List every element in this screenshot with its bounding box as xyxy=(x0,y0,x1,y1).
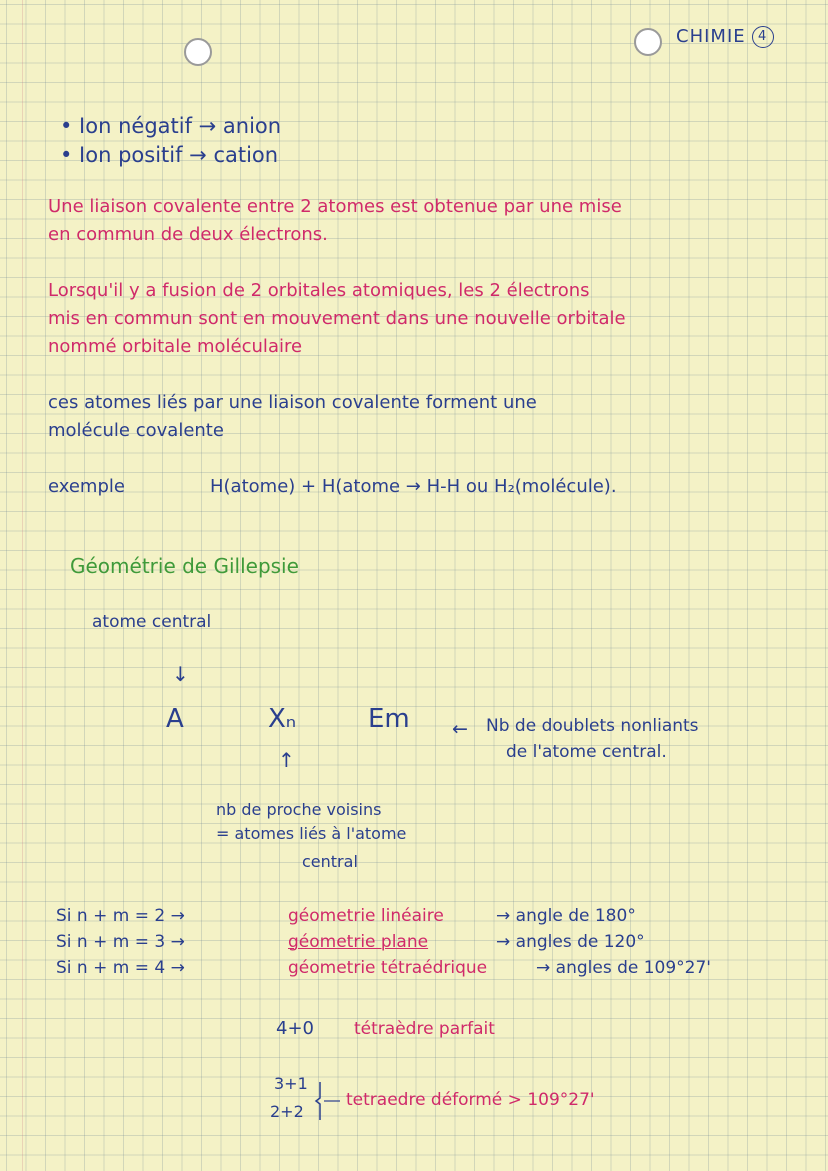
margin-line xyxy=(22,0,23,1171)
up-arrow-icon: ↑ xyxy=(278,748,295,772)
neighbors-note-line-2: = atomes liés à l'atome xyxy=(216,824,407,843)
rule-3-condition: Si n + m = 3 → xyxy=(56,932,185,952)
molecule-line-2: molécule covalente xyxy=(48,420,224,441)
example-text: H(atome) + H(atome → H-H ou H₂(molécule). xyxy=(210,476,617,497)
tetra-deformed-label: tetraedre déformé > 109°27' xyxy=(346,1090,595,1110)
page-number: 4 xyxy=(752,26,774,48)
em-note-line-1: Nb de doublets nonliants xyxy=(486,716,699,736)
gillespie-title: Géométrie de Gillepsie xyxy=(70,554,299,578)
fusion-line-3: nommé orbitale moléculaire xyxy=(48,336,303,357)
rule-2-condition: Si n + m = 2 → xyxy=(56,906,185,926)
rule-3-angle: → angles de 120° xyxy=(496,932,645,952)
down-arrow-icon: ↓ xyxy=(172,662,189,686)
fusion-line-1: Lorsqu'il y a fusion de 2 orbitales atomiques, les 2 électrons xyxy=(48,280,590,301)
neighbors-note-line-1: nb de proche voisins xyxy=(216,800,382,819)
binder-hole-left xyxy=(184,38,212,66)
rule-2-angle: → angle de 180° xyxy=(496,906,636,926)
example-label: exemple xyxy=(48,476,125,497)
page-header xyxy=(676,26,774,48)
tetra-deformed-case-1: 3+1 xyxy=(274,1074,308,1093)
tetra-perfect-label: tétraèdre parfait xyxy=(354,1019,495,1039)
subject-title: CHIMIE xyxy=(676,26,746,47)
tetra-deformed-case-2: 2+2 xyxy=(270,1102,304,1121)
covalent-def-line-1: Une liaison covalente entre 2 atomes est obtenue par une mise xyxy=(48,196,622,217)
em-note-line-2: de l'atome central. xyxy=(506,742,667,762)
formula-em: Em xyxy=(368,704,410,734)
ion-negative-line: • Ion négatif → anion xyxy=(60,114,282,138)
rule-4-angle: → angles de 109°27' xyxy=(536,958,711,978)
rule-2-geometry: géometrie linéaire xyxy=(288,906,444,926)
rule-3-geometry: géometrie plane xyxy=(288,932,429,952)
brace-icon xyxy=(314,1078,344,1124)
covalent-def-line-2: en commun de deux électrons. xyxy=(48,224,328,245)
rule-4-geometry: géometrie tétraédrique xyxy=(288,958,488,978)
tetra-perfect-case: 4+0 xyxy=(276,1018,314,1039)
formula-a: A xyxy=(166,704,184,734)
ion-positive-line: • Ion positif → cation xyxy=(60,143,279,167)
formula-xn: Xₙ xyxy=(268,704,297,734)
central-atom-label: atome central xyxy=(92,612,212,632)
molecule-line-1: ces atomes liés par une liaison covalente forment une xyxy=(48,392,537,413)
neighbors-note-line-3: central xyxy=(302,852,358,871)
rule-4-condition: Si n + m = 4 → xyxy=(56,958,185,978)
fusion-line-2: mis en commun sont en mouvement dans une nouvelle orbitale xyxy=(48,308,626,329)
binder-hole-right xyxy=(634,28,662,56)
left-arrow-icon: ← xyxy=(452,718,468,740)
